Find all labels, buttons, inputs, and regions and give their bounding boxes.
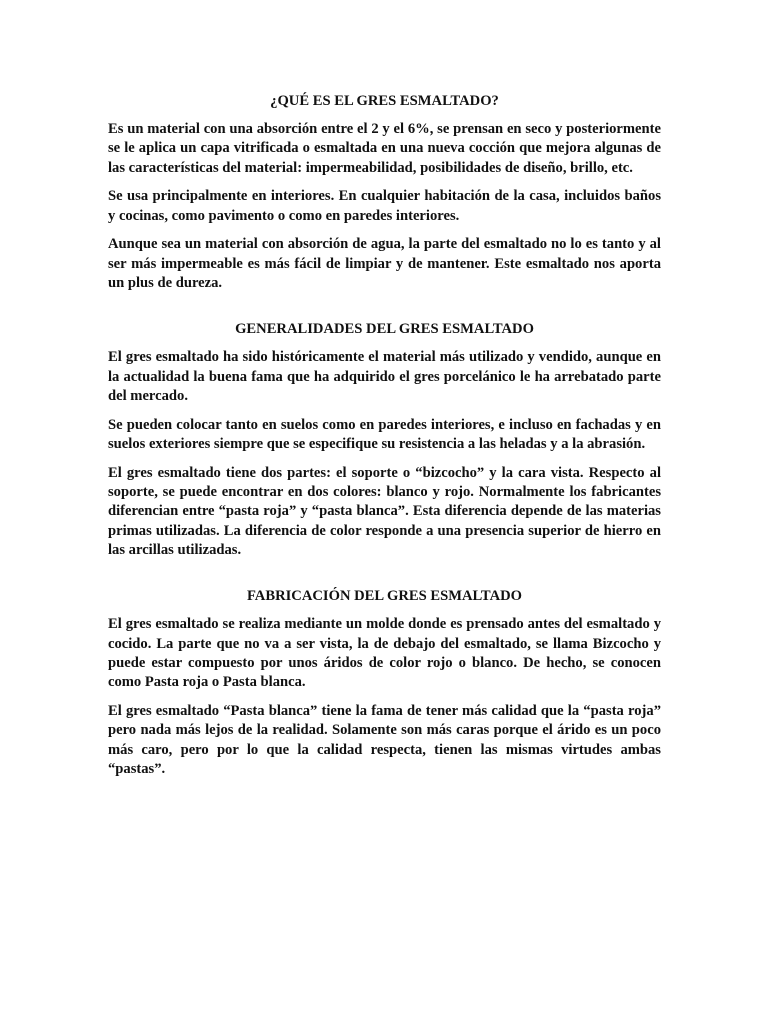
section-que-es <box>108 92 661 293</box>
paragraph: El gres esmaltado se realiza mediante un molde donde es prensado antes del esmaltado y cocido. La parte que no va a ser vista, la de debajo del esmaltado, se llama Bizcocho y puede estar compuesto por unos áridos de color rojo o blanco. De hecho, se conocen como Pasta roja o Pasta blanca. <box>108 616 661 691</box>
paragraph: Aunque sea un material con absorción de agua, la parte del esmaltado no lo es tanto y al ser más impermeable es más fácil de limpiar y de mantener. Este esmaltado nos aporta un plus de dureza. <box>108 236 661 292</box>
section-heading: FABRICACIÓN DEL GRES ESMALTADO <box>246 588 523 605</box>
paragraph: Se usa principalmente en interiores. En cualquier habitación de la casa, incluidos baños y cocinas, como pavimento o como en paredes interiores. <box>108 188 661 224</box>
section-heading: ¿QUÉ ES EL GRES ESMALTADO? <box>270 93 499 109</box>
section-fabricacion <box>108 587 661 779</box>
section-heading: GENERALIDADES DEL GRES ESMALTADO <box>235 321 534 338</box>
paragraph: El gres esmaltado tiene dos partes: el soporte o “bizcocho” y la cara vista. Respecto al soporte, se puede encontrar en dos colores: blanco y rojo. Normalmente los fabricantes diferencian entre “pasta roja” y “pasta blanca”. Esta diferencia depende de las materias primas utilizadas. La diferencia de color responde a una presencia superior de hierro en las arcillas utilizadas. <box>108 464 661 559</box>
paragraph: Se pueden colocar tanto en suelos como en paredes interiores, e incluso en fachadas y en suelos exteriores siempre que se especifique su resistencia a las heladas y a la abrasión. <box>108 416 661 453</box>
paragraph: Es un material con una absorción entre el 2 y el 6%, se prensan en seco y posteriormente se le aplica un capa vitrificada o esmaltada en una nueva cocción que mejora algunas de las características del material: impermeabilidad, posibilidades de diseño, brillo, etc. <box>108 121 661 176</box>
paragraph: El gres esmaltado “Pasta blanca” tiene la fama de tener más calidad que la “pasta roja” pero nada más lejos de la realidad. Solamente son más caras porque el árido es un poco más caro, pero por lo que la calidad respecta, tienen las mismas virtudes ambas “pastas”. <box>108 703 661 777</box>
document-body <box>108 92 661 789</box>
paragraph: El gres esmaltado ha sido históricamente el material más utilizado y vendido, aunque en la actualidad la buena fama que ha adquirido el gres porcelánico le ha arrebatado parte del mercado. <box>108 349 661 404</box>
section-generalidades <box>108 320 661 560</box>
